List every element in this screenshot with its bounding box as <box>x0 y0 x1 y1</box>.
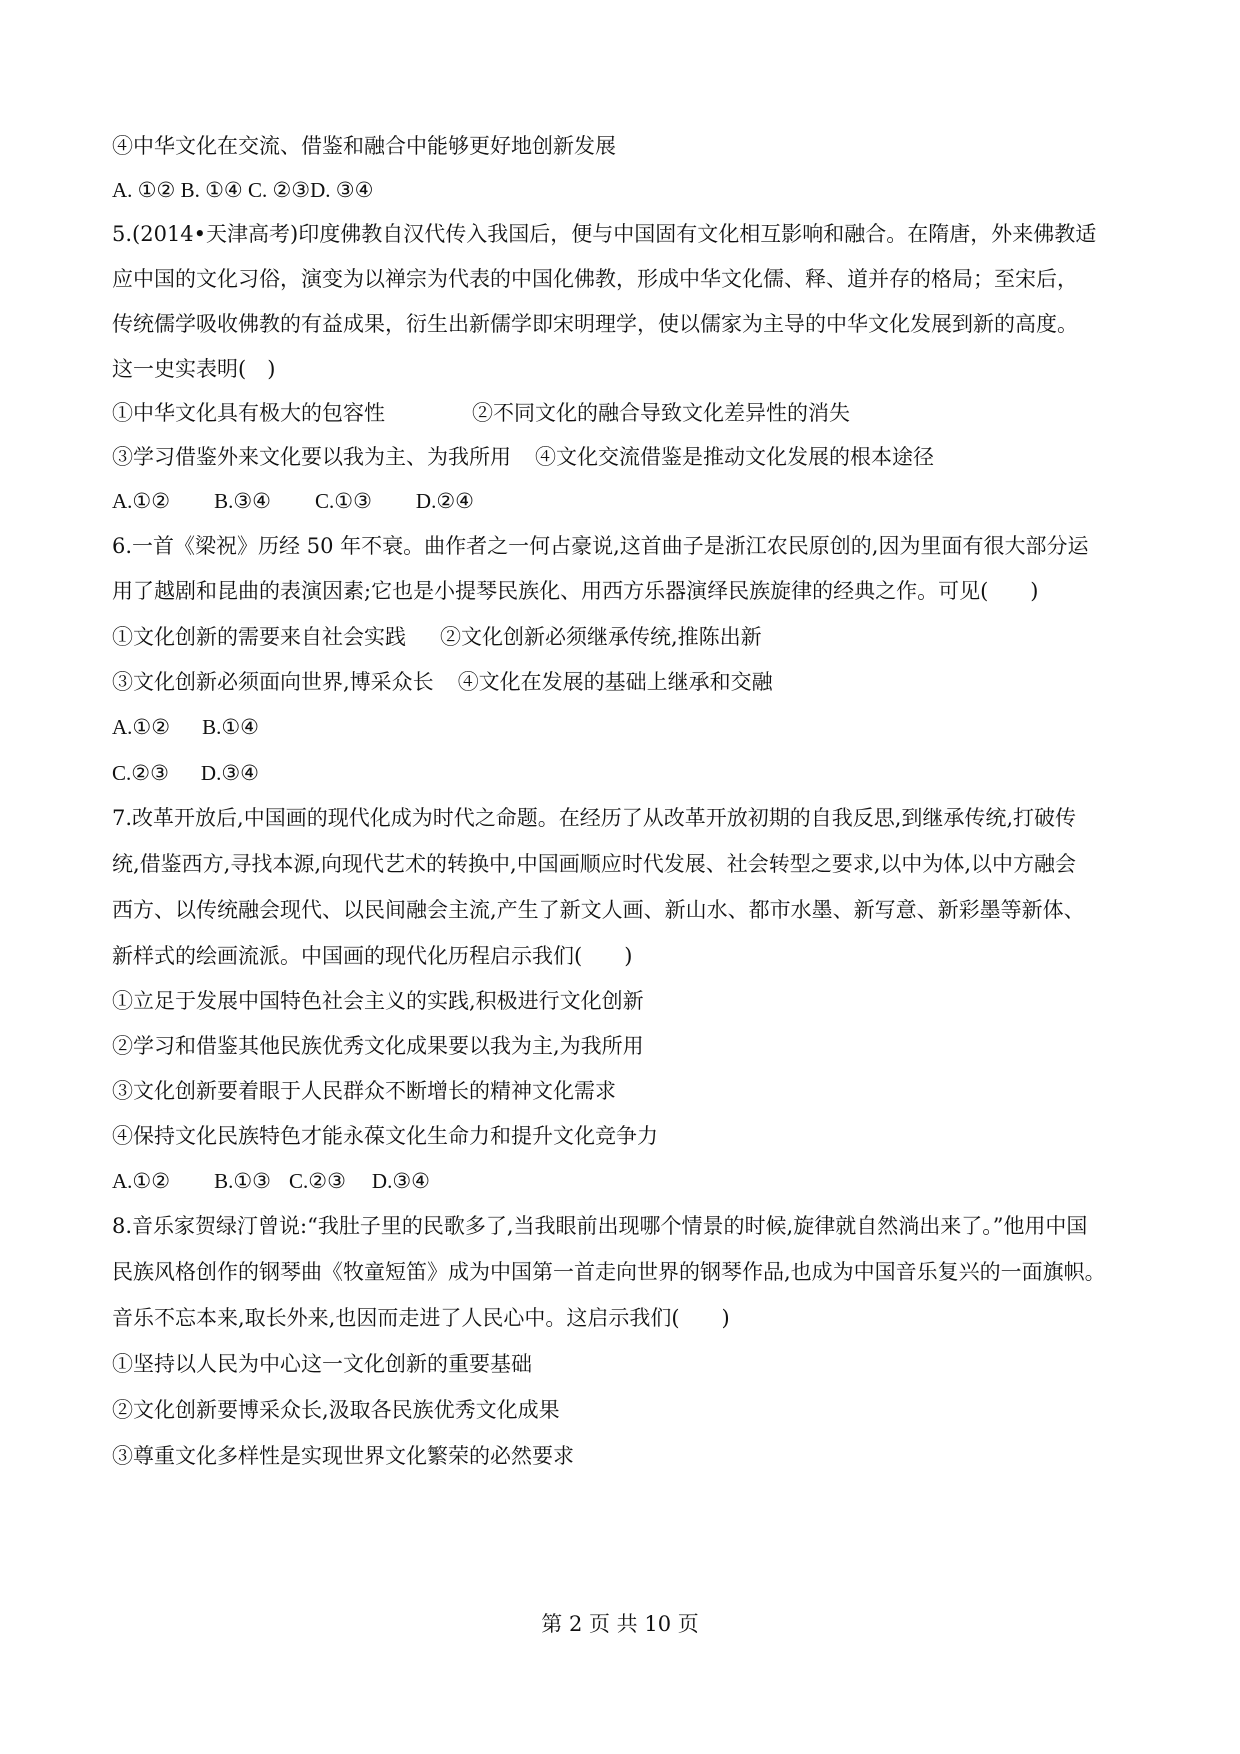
q8-stem-line-1: 8.音乐家贺绿汀曾说:“我肚子里的民歌多了,当我眼前出现哪个情景的时候,旋律就自然淌出来了。”他用中国 <box>112 1214 1088 1238</box>
q8-item-1: ①坚持以人民为中心这一文化创新的重要基础 <box>112 1352 532 1376</box>
q7-item-3: ③文化创新要着眼于人民群众不断增长的精神文化需求 <box>112 1079 616 1103</box>
q5-stem-line-1: 5.(2014•天津高考)印度佛教自汉代传入我国后，便与中国固有文化相互影响和融合。在隋唐，外来佛教适 <box>112 222 1097 246</box>
q6-item-4: ④文化在发展的基础上继承和交融 <box>457 670 773 694</box>
q7-options <box>112 1166 1142 1196</box>
q5-option-d: D.②④ <box>415 489 474 513</box>
page-number-footer: 第 2 页 共 10 页 <box>541 1612 699 1636</box>
q4-item-4: ④中华文化在交流、借鉴和融合中能够更好地创新发展 <box>112 134 616 158</box>
q5-item-1: ①中华文化具有极大的包容性 <box>112 401 385 425</box>
q6-option-d: D.③④ <box>200 761 259 785</box>
q5-option-b: B.③④ <box>214 489 271 513</box>
q5-items-row-2 <box>112 442 1142 472</box>
q4-options: A. ①② B. ①④ C. ②③D. ③④ <box>112 178 374 202</box>
q7-option-c: C.②③ <box>289 1169 346 1193</box>
q5-stem-line-4: 这一史实表明( ) <box>112 357 276 381</box>
q5-item-4: ④文化交流借鉴是推动文化发展的根本途径 <box>535 445 934 469</box>
q6-stem-line-2: 用了越剧和昆曲的表演因素;它也是小提琴民族化、用西方乐器演绎民族旋律的经典之作。可见( ) <box>112 579 1039 603</box>
q7-stem-line-3: 西方、以传统融会现代、以民间融会主流,产生了新文人画、新山水、都市水墨、新写意、新彩墨等新体、 <box>112 898 1085 922</box>
q8-stem-line-3: 音乐不忘本来,取长外来,也因而走进了人民心中。这启示我们( ) <box>112 1306 730 1330</box>
q5-stem-line-2: 应中国的文化习俗，演变为以禅宗为代表的中国化佛教，形成中华文化儒、释、道并存的格局；至宋后， <box>112 267 1078 291</box>
q8-item-2: ②文化创新要博采众长,汲取各民族优秀文化成果 <box>112 1398 560 1422</box>
q6-option-b: B.①④ <box>202 715 259 739</box>
q8-item-3: ③尊重文化多样性是实现世界文化繁荣的必然要求 <box>112 1444 574 1468</box>
q5-options <box>112 486 1142 516</box>
q8-stem-line-2: 民族风格创作的钢琴曲《牧童短笛》成为中国第一首走向世界的钢琴作品,也成为中国音乐复兴的一面旗帜。 <box>112 1260 1106 1284</box>
q7-option-a: A.①② <box>112 1169 171 1193</box>
q6-option-a: A.①② <box>112 715 171 739</box>
q7-option-b: B.①③ <box>214 1169 271 1193</box>
q5-stem-line-3: 传统儒学吸收佛教的有益成果，衍生出新儒学即宋明理学，使以儒家为主导的中华文化发展到新的高度。 <box>112 312 1078 336</box>
q7-item-2: ②学习和借鉴其他民族优秀文化成果要以我为主,为我所用 <box>112 1034 644 1058</box>
q7-option-d: D.③④ <box>371 1169 430 1193</box>
q5-option-a: A.①② <box>112 489 171 513</box>
q5-item-3: ③学习借鉴外来文化要以我为主、为我所用 <box>112 445 511 469</box>
q6-item-2: ②文化创新必须继承传统,推陈出新 <box>440 625 762 649</box>
q6-item-1: ①文化创新的需要来自社会实践 <box>112 625 406 649</box>
q5-items-row-1 <box>112 398 1142 428</box>
q7-item-1: ①立足于发展中国特色社会主义的实践,积极进行文化创新 <box>112 989 644 1013</box>
q7-stem-line-2: 统,借鉴西方,寻找本源,向现代艺术的转换中,中国画顺应时代发展、社会转型之要求,以中为体,以中方融会 <box>112 852 1077 876</box>
q6-item-3: ③文化创新必须面向世界,博采众长 <box>112 670 434 694</box>
q6-stem-line-1: 6.一首《梁祝》历经 50 年不衰。曲作者之一何占豪说,这首曲子是浙江农民原创的,因为里面有很大部分运 <box>112 534 1089 558</box>
q5-item-2: ②不同文化的融合导致文化差异性的消失 <box>472 401 850 425</box>
q6-options-row-1 <box>112 712 1142 742</box>
q7-stem-line-4: 新样式的绘画流派。中国画的现代化历程启示我们( ) <box>112 944 633 968</box>
q7-stem-line-1: 7.改革开放后,中国画的现代化成为时代之命题。在经历了从改革开放初期的自我反思,到继承传统,打破传 <box>112 806 1077 830</box>
q6-items-row-2 <box>112 667 1142 697</box>
q6-items-row-1 <box>112 622 1142 652</box>
q7-item-4: ④保持文化民族特色才能永葆文化生命力和提升文化竞争力 <box>112 1124 658 1148</box>
q5-option-c: C.①③ <box>315 489 372 513</box>
q6-option-c: C.②③ <box>112 761 169 785</box>
q6-options-row-2 <box>112 758 1142 788</box>
